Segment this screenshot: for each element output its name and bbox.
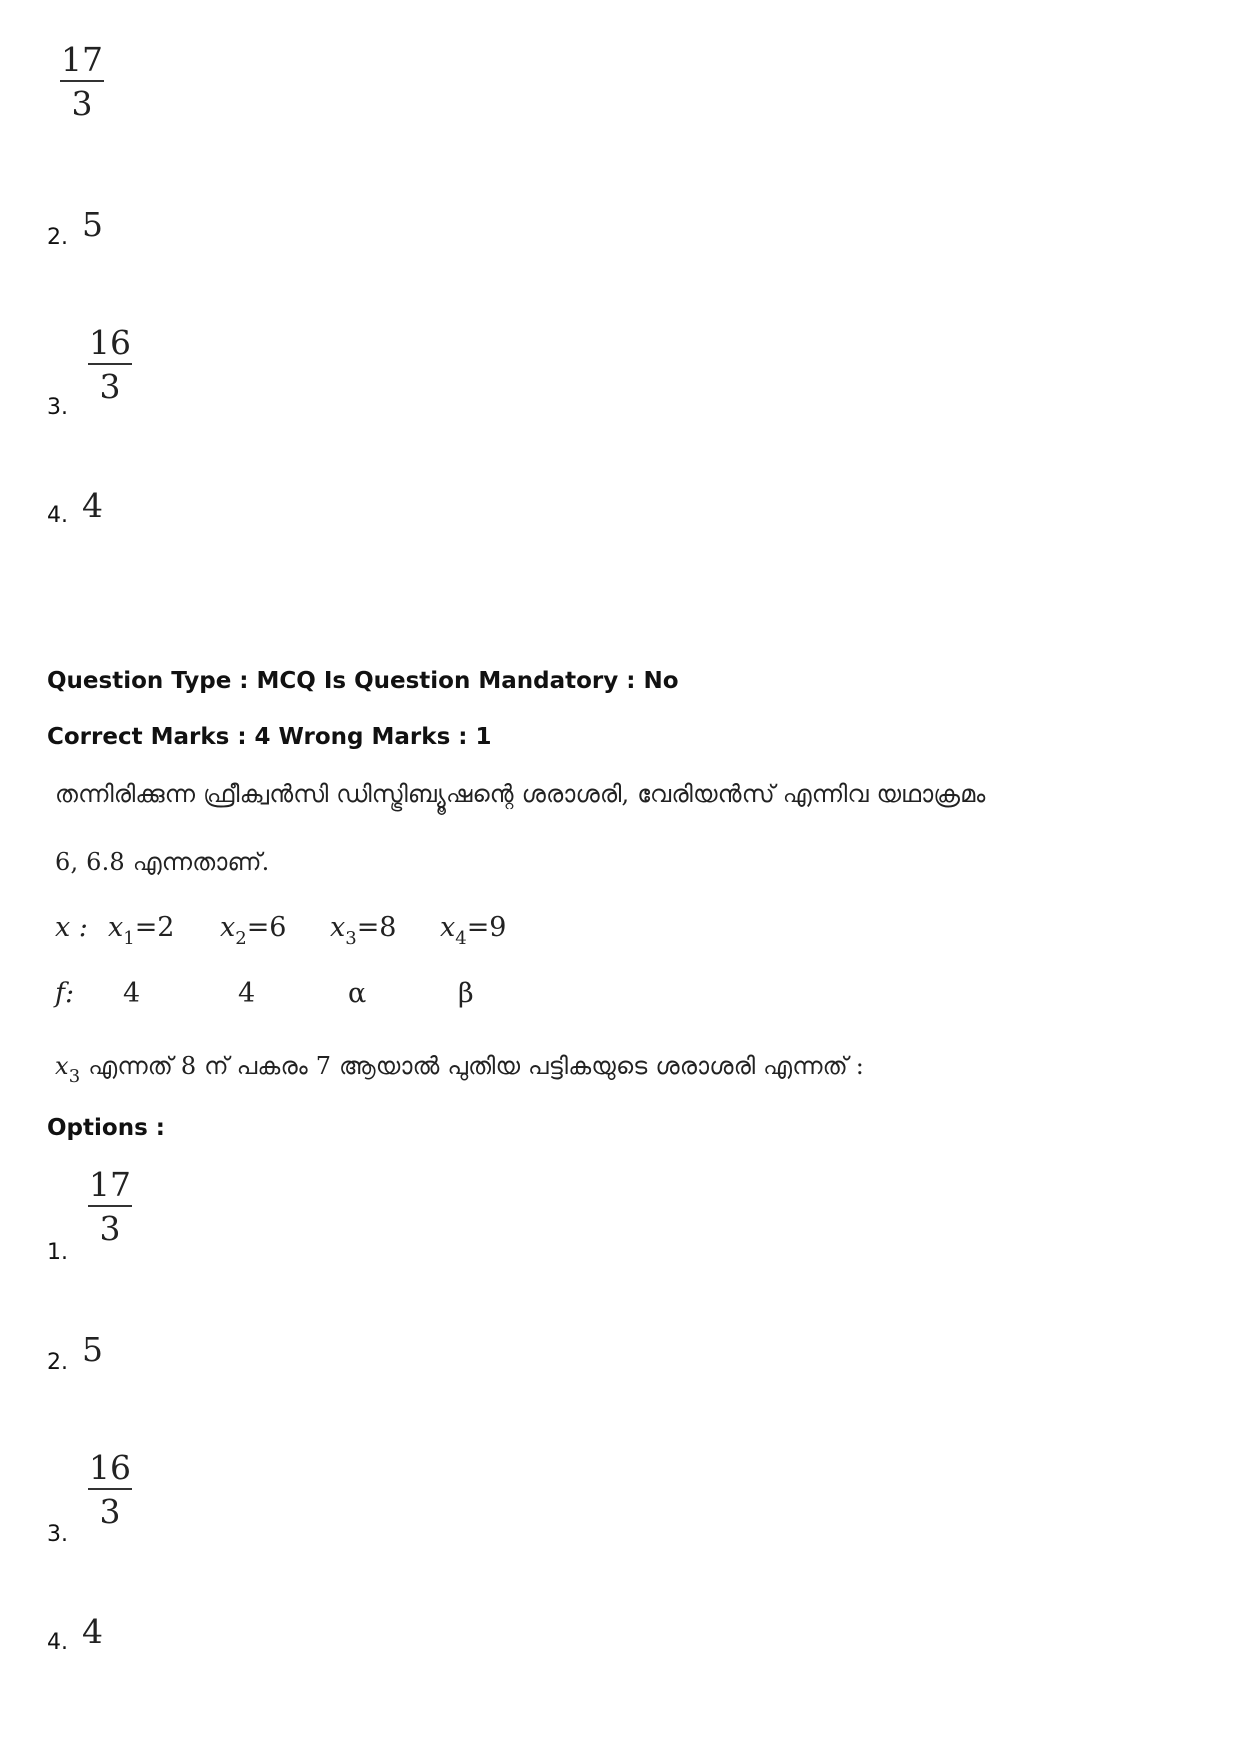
x3-sub: 3 xyxy=(68,1066,81,1087)
f-value-1: 4 xyxy=(123,978,141,1009)
fraction xyxy=(88,325,132,405)
f-value-4: β xyxy=(458,978,474,1009)
f-value-2: 4 xyxy=(238,978,256,1009)
f-value-3: α xyxy=(348,978,367,1009)
option-value: 4 xyxy=(82,486,103,525)
denominator: 3 xyxy=(99,1492,121,1531)
option-number: 1. xyxy=(47,1240,68,1265)
fraction xyxy=(60,42,104,122)
x-row-label: x : xyxy=(55,912,88,943)
option-value: 4 xyxy=(82,1612,103,1651)
option-number: 3. xyxy=(47,1522,68,1547)
question-type-line: Question Type : MCQ Is Question Mandatory : No xyxy=(47,668,679,694)
denominator: 3 xyxy=(99,1209,121,1248)
option-number: 4. xyxy=(47,1630,68,1655)
f-row-label: f: xyxy=(55,978,75,1009)
fraction-bar xyxy=(88,363,132,365)
question-text-line3 xyxy=(55,1052,864,1087)
denominator: 3 xyxy=(99,367,121,406)
marks-line: Correct Marks : 4 Wrong Marks : 1 xyxy=(47,724,492,750)
denominator: 3 xyxy=(71,84,93,123)
numerator: 16 xyxy=(89,1448,131,1487)
fraction-bar xyxy=(88,1205,132,1207)
question-text-line2: 6, 6.8 എന്നതാണ്. xyxy=(55,848,270,876)
option-number: 2. xyxy=(47,225,68,250)
question-text-line1: തന്നിരിക്കുന്ന ഫ്രീക്വൻസി ഡിസ്ട്രിബ്യൂഷന്റെ ശരാശരി, വേരിയൻസ് എന്നിവ യഥാക്രമം xyxy=(55,780,986,808)
x-value-2: $x_2=6$ xyxy=(220,912,287,949)
x-value-3: $x_3=8$ xyxy=(330,912,397,949)
option-number: 3. xyxy=(47,395,68,420)
numerator: 17 xyxy=(89,1165,131,1204)
question-text-line3-body: എന്നത് 8 ന് പകരം 7 ആയാൽ പുതിയ പട്ടികയുടെ ശരാശരി എന്നത് : xyxy=(88,1052,865,1080)
option-value: 5 xyxy=(82,1330,103,1369)
option-value: 5 xyxy=(82,205,103,244)
x-value-1: $x_1=2$ xyxy=(108,912,175,949)
fraction-bar xyxy=(60,80,104,82)
x3-var: x xyxy=(55,1052,69,1080)
fraction xyxy=(88,1167,132,1247)
option-number: 4. xyxy=(47,503,68,528)
fraction-bar xyxy=(88,1488,132,1490)
numerator: 16 xyxy=(89,323,131,362)
fraction xyxy=(88,1450,132,1530)
numerator: 17 xyxy=(61,40,103,79)
x-value-4: $x_4=9$ xyxy=(440,912,507,949)
option-number: 2. xyxy=(47,1350,68,1375)
options-label: Options : xyxy=(47,1115,165,1141)
